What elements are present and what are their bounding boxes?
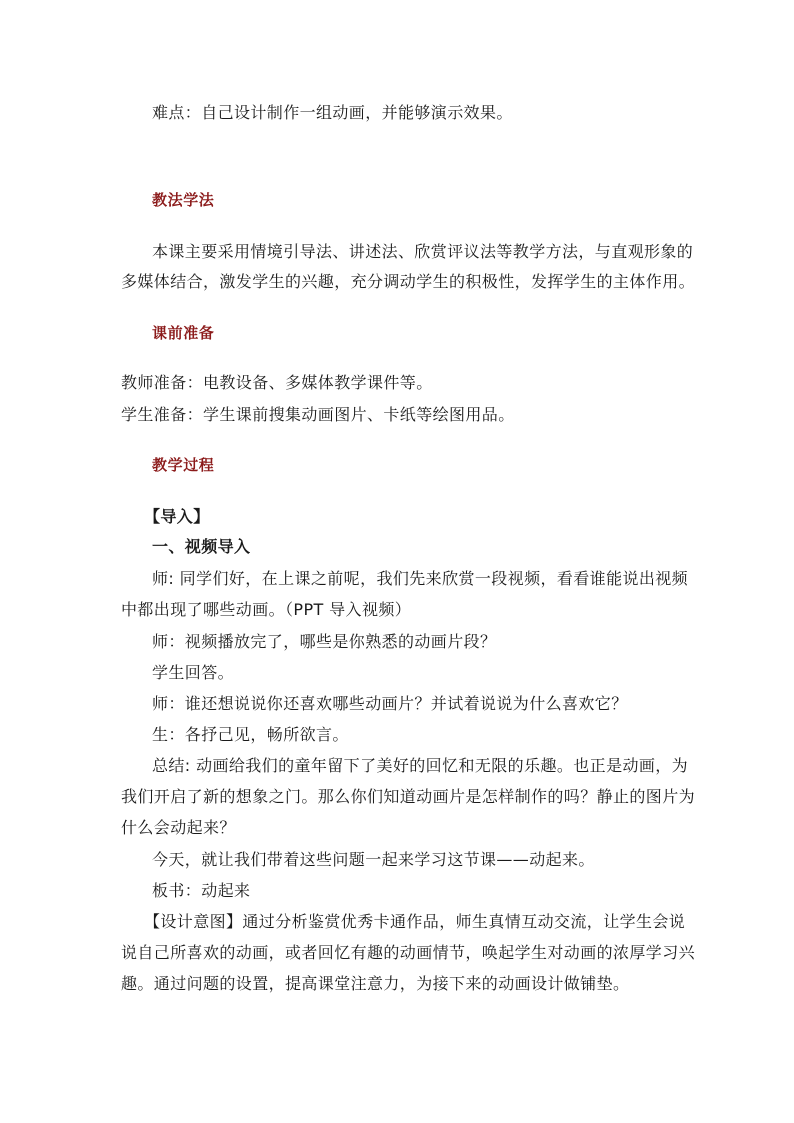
process-line-5: 师：谁还想说说你还喜欢哪些动画片？并试着说说为什么喜欢它？ — [152, 694, 628, 713]
design-intent-line-3: 趣。通过问题的设置，提高课堂注意力，为接下来的动画设计做铺垫。 — [121, 974, 630, 993]
methods-line-1: 本课主要采用情境引导法、讲述法、欣赏评议法等教学方法，与直观形象的 — [152, 242, 694, 261]
design-intent-line-1: 【设计意图】通过分析鉴赏优秀卡通作品，师生真情互动交流，让学生会说 — [144, 912, 686, 931]
process-line-7: 总结: 动画给我们的童年留下了美好的回忆和无限的乐趣。也正是动画，为 — [152, 756, 689, 775]
process-line-10: 今天，就让我们带着这些问题一起来学习这节课——动起来。 — [152, 850, 595, 869]
design-intent-line-2: 说自己所喜欢的动画，或者回忆有趣的动画情节，唤起学生对动画的浓厚学习兴 — [121, 943, 696, 962]
teacher-preparation: 教师准备：电教设备、多媒体教学课件等。 — [121, 373, 433, 392]
student-preparation: 学生准备：学生课前搜集动画图片、卡纸等绘图用品。 — [121, 405, 515, 424]
process-line-11: 板书：动起来 — [152, 881, 251, 900]
video-intro-subheading: 一、视频导入 — [152, 537, 251, 556]
process-line-2: 中都出现了哪些动画。（PPT 导入视频） — [121, 600, 412, 619]
intro-label: 【导入】 — [144, 507, 210, 526]
process-line-1: 师: 同学们好，在上课之前呢，我们先来欣赏一段视频，看看谁能说出视频 — [152, 569, 689, 588]
difficulty-line: 难点：自己设计制作一组动画，并能够演示效果。 — [152, 103, 513, 122]
process-line-4: 学生回答。 — [152, 663, 235, 682]
process-line-8: 我们开启了新的想象之门。那么你们知道动画片是怎样制作的吗？静止的图片为 — [121, 787, 696, 806]
process-heading: 教学过程 — [152, 456, 215, 474]
methods-line-2: 多媒体结合，激发学生的兴趣，充分调动学生的积极性，发挥学生的主体作用。 — [121, 272, 696, 291]
process-line-9: 什么会动起来？ — [121, 818, 236, 837]
methods-heading: 教法学法 — [152, 191, 215, 209]
process-line-6: 生：各抒己见，畅所欲言。 — [152, 725, 349, 744]
process-line-3: 师：视频播放完了，哪些是你熟悉的动画片段？ — [152, 632, 497, 651]
preparation-heading: 课前准备 — [152, 324, 215, 342]
